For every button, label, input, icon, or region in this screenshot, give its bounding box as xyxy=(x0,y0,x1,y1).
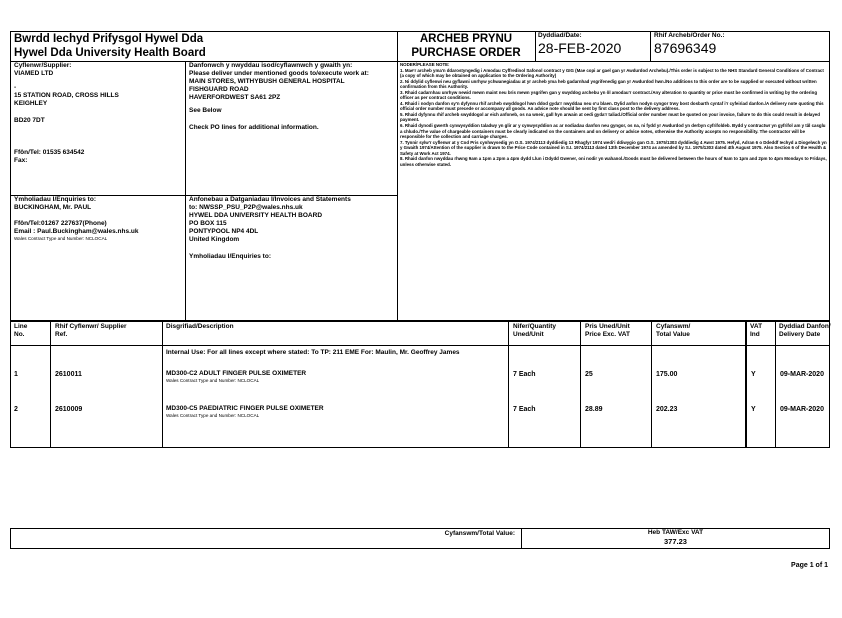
row-total: 202.23 xyxy=(656,406,678,413)
note-item: 4. Rhaid i nodyn danfon sy'n dyfynnu rhif archeb swyddogol hwn ddod gyda'r nwyddau neu o'u blaen. Dylid anfon nodyn cyngor trwy bost dosbarth cyntaf i'r cyfeiriad danfon./A delivery note quoting this official order number must precede or accompany all goods. An advice note should be sent by first class post to the delivery address. xyxy=(400,100,824,112)
invoices-line3: PONTYPOOL NP4 4DL xyxy=(189,228,259,235)
enquiries-phone: Ffôn/Tel:01267 227637(Phone) xyxy=(14,220,107,227)
doc-type-english: PURCHASE ORDER xyxy=(411,47,521,59)
enquiries-block xyxy=(14,196,184,242)
row-unit-price: 25 xyxy=(585,371,593,378)
header-vat: VAT Ind xyxy=(750,323,763,338)
divider xyxy=(775,321,776,448)
order-no-cell xyxy=(654,32,725,56)
header-total: Cyfanswm/ Total Value xyxy=(656,323,691,338)
line-items-table xyxy=(10,321,830,448)
invoices-email[interactable]: to: NWSSP_PSU_P2P@wales.nhs.uk xyxy=(189,204,303,211)
row-contract: Wales Contract Type and Number: NCLOCAL xyxy=(166,378,260,383)
note-item: 8. Rhaid danfon nwyddau rhwng 9am a 1pm a 2pm a 4pm dydd Llun i Ddydd Gwener, oni nodir yn wahanol./Goods must be delivered between the hours of 9am to 1pm and 2pm to 4pm Mondays to Fridays, unless otherwise stated. xyxy=(400,156,827,167)
invoices-enquiries: Ymholiadau I/Enquiries to: xyxy=(189,253,271,260)
supplier-phone: Ffôn/Tel: 01535 634542 xyxy=(14,149,85,156)
row-unit-price: 28.89 xyxy=(585,406,603,413)
header-supplier-ref: Rhif Cyflenwr/ Supplier Ref. xyxy=(55,323,127,338)
divider xyxy=(162,321,163,448)
date-cell xyxy=(538,32,621,56)
row-vat: Y xyxy=(751,371,756,378)
row-delivery-date: 09-MAR-2020 xyxy=(780,371,824,378)
divider xyxy=(50,321,51,448)
supplier-fax: Fax: xyxy=(14,157,28,164)
row-line-no: 1 xyxy=(14,371,18,378)
enquiries-label: Ymholiadau I/Enquiries to: xyxy=(14,196,96,203)
note-item: 7. Tynnir sylw'r cyflenwr at y Cod Pris cynhwysedig yn O.S. 1974/2113 dyddiedig 13 Rhagfyr 1974 wedi'i ddiwygio gan O.S. 1975/1303 dyddiedig 4 Awst 1975. Hefyd, Adran 6 o Ddeddf Iechyd a Diogelwch yn y Gwaith 1974/Attention of the supplier is drawn to the Price Code contained in S.I. 1974/2113 dated 13th December 1974 as amended by S.I. 1975/1303 dated 4th August 1975. Also Section 6 of the Health & Safety at Work Act 1974. xyxy=(400,139,827,156)
invoices-line1: HYWEL DDA UNIVERSITY HEALTH BOARD xyxy=(189,212,323,219)
internal-use-note: Internal Use: For all lines except where stated: To TP: 211 EME For: Maulin, Mr. Geoffrey James xyxy=(166,349,460,356)
delivery-address3: HAVERFORDWEST SA61 2PZ xyxy=(189,94,281,101)
invoices-line4: United Kingdom xyxy=(189,236,240,243)
date-value: 28-FEB-2020 xyxy=(538,40,622,56)
enquiries-email[interactable]: Email : Paul.Buckingham@wales.nhs.uk xyxy=(14,228,139,235)
divider xyxy=(185,61,186,321)
delivery-address1: MAIN STORES, WITHYBUSH GENERAL HOSPITAL xyxy=(189,78,345,85)
delivery-label-welsh: Danfonwch y nwyddau isod/cyflawnwch y gwaith yn: xyxy=(189,62,353,69)
divider xyxy=(397,31,398,321)
total-value: 377.23 xyxy=(664,536,687,546)
page-number: Page 1 of 1 xyxy=(791,562,828,569)
delivery-see-below: See Below xyxy=(189,107,222,114)
invoices-block xyxy=(189,196,395,261)
note-item: 6. Rhaid dynodi gwerth cynwysyddion taladwy yn glir ar y cynwysyddion ac ar nodiadau danfon neu gyngor, os na, ni fydd yr Awdurdod yn derbyn cyfrifoldeb. Bydd y contractwr yn gyfrifol am y tâl casglu a chludo./The value of chargeable containers must be clearly indicated on the containers and on delivery or advice notes, otherwise the Authority accepts no responsibility. The contractor will be responsible for the collection and carriage charges. xyxy=(400,123,826,140)
row-contract: Wales Contract Type and Number: NCLOCAL xyxy=(166,413,260,418)
supplier-address2: KEIGHLEY xyxy=(14,100,48,107)
supplier-block xyxy=(14,62,182,165)
divider xyxy=(650,31,651,61)
divider xyxy=(651,321,652,448)
supplier-address1: 15 STATION ROAD, CROSS HILLS xyxy=(14,92,119,99)
header-quantity: Nifer/Quantity Uned/Unit xyxy=(513,323,556,338)
note-item: 1. Mae'r archeb yma'n ddarostyngedig i Amodau Cyffredinol Safonol contract y GIG (Mae copi ar gael gan yr Awdurdod Archebu)./This order is subject to the NHS Standard General Conditions of Contract (a copy of which may be obtained on application to the Ordering Authority) xyxy=(400,67,824,79)
delivery-check-note: Check PO lines for additional information. xyxy=(189,124,319,131)
row-quantity: 7 Each xyxy=(513,371,536,378)
row-supplier-ref: 2610011 xyxy=(55,371,82,378)
row-quantity: 7 Each xyxy=(513,406,536,413)
row-description: MD300-C5 PAEDIATRIC FINGER PULSE OXIMETER xyxy=(166,405,324,412)
invoices-label: Anfonebau a Datganiadau I/Invoices and Statements xyxy=(189,196,351,203)
note-item: 3. Rhaid cadarnhau unrhyw newid mewn maint neu bris mewn ysgrifen gan y swyddog archebu yn ôl amodau'r contract./Any alteration to quantity or price must be confirmed in writing by the ordering officer as per contract conditions. xyxy=(400,89,817,101)
row-line-no: 2 xyxy=(14,406,18,413)
doc-type-welsh: ARCHEB PRYNU xyxy=(419,33,513,45)
supplier-line2: - xyxy=(14,84,17,91)
delivery-label-english: Please deliver under mentioned goods to/execute work at: xyxy=(189,70,369,77)
divider xyxy=(745,321,747,448)
supplier-postcode: BD20 7DT xyxy=(14,117,45,124)
header-line-no: Line No. xyxy=(14,323,28,338)
delivery-address2: FISHGUARD ROAD xyxy=(189,86,249,93)
row-supplier-ref: 2610009 xyxy=(55,406,83,413)
divider xyxy=(535,31,536,61)
row-total: 175.00 xyxy=(656,371,678,378)
row-description: MD300-C2 ADULT FINGER PULSE OXIMETER xyxy=(166,370,307,377)
delivery-block xyxy=(189,62,395,132)
exc-vat-label: Heb TAW/Exc VAT xyxy=(647,529,704,536)
notes-title: NODER/PLEASE NOTE: xyxy=(400,62,450,67)
doc-type xyxy=(397,32,535,60)
divider xyxy=(10,345,830,346)
header-delivery-date: Dyddiad Danfon/ Delivery Date xyxy=(779,323,831,338)
row-delivery-date: 09-MAR-2020 xyxy=(780,406,824,413)
total-value-label: Cyfanswm/Total Value: xyxy=(444,530,515,537)
date-label: Dyddiad/Date: xyxy=(538,32,582,39)
header-description: Disgrifiad/Description xyxy=(166,323,234,330)
row-vat: Y xyxy=(751,406,756,413)
note-item: 5. Rhaid dyfynnu rhif archeb swyddogol ar eich anfoneb, os na wneir, gall hyn arwain at oedi gyda'r taliad./Official order number must be quoted on your invoice, failure to do this could result in delayed payment. xyxy=(400,111,820,123)
enquiries-name: BUCKINGHAM, Mr. PAUL xyxy=(14,204,92,211)
note-item: 2. Ni ddylid cyflenwi neu gyflawni unrhyw ychwanegiadau at yr archeb yma heb gadarnhad ysgrifenedig gan yr Awdurdod hwn./No additions to this order are to be supplied or executed without written confirmation from this Authority. xyxy=(400,78,817,90)
total-value-cell xyxy=(521,529,830,546)
divider xyxy=(508,321,509,448)
supplier-label: Cyflenwr/Supplier: xyxy=(14,62,72,69)
header-unit-price: Pris Uned/Unit Price Exc. VAT xyxy=(585,323,630,338)
notes-block xyxy=(400,62,828,167)
supplier-name: VIAMED LTD xyxy=(14,70,54,77)
invoices-line2: PO BOX 115 xyxy=(189,220,227,227)
order-no-label: Rhif Archeb/Order No.: xyxy=(654,32,725,39)
org-title xyxy=(14,32,206,60)
order-no-value: 87696349 xyxy=(654,40,717,56)
enquiries-contract: Wales Contract Type and Number: NCLOCAL xyxy=(14,236,108,241)
org-name-english: Hywel Dda University Health Board xyxy=(14,47,206,59)
divider xyxy=(580,321,581,448)
org-name-welsh: Bwrdd Iechyd Prifysgol Hywel Dda xyxy=(14,33,204,45)
